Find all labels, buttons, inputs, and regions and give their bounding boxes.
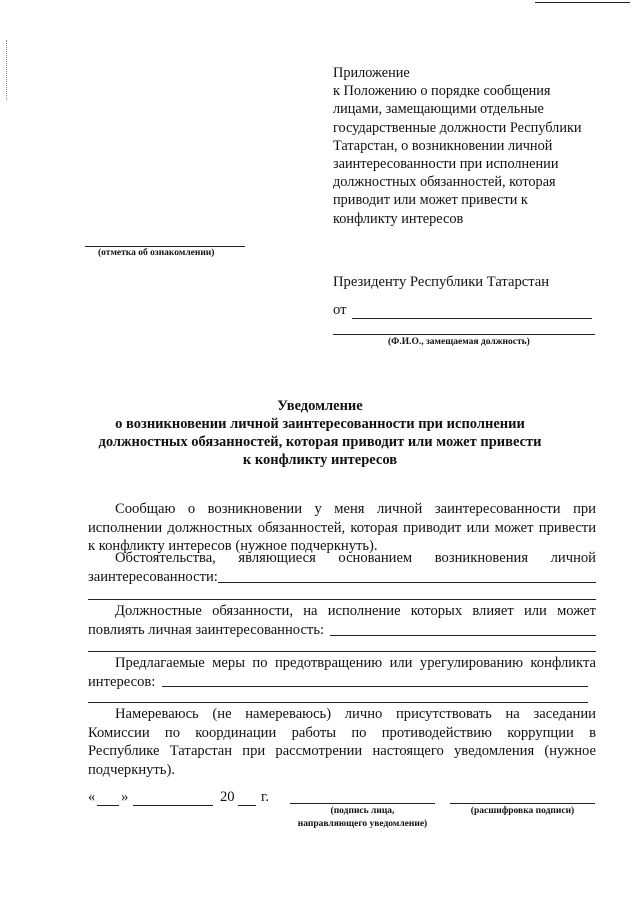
title-line: о возникновении личной заинтересованности при исполнении [115,416,525,432]
from-label: от [333,302,347,318]
title-line: Уведомление [277,398,363,414]
annex-line: должностных обязанностей, которая [333,174,556,191]
date-close-quote: » [121,789,129,805]
title-line: к конфликту интересов [242,452,398,468]
p3-line-1: Должностные обязанности, на исполнение которых влияет или может [115,603,596,619]
annex-line: Приложение [333,65,410,81]
fio-line [333,334,595,335]
paragraph-3 [88,602,596,639]
paragraph-1 [88,500,596,556]
year-suffix: г. [261,789,269,805]
annex-line: к Положению о порядке сообщения [333,83,551,100]
date-day-line[interactable] [97,805,119,806]
signature-caption [290,805,435,831]
year-line[interactable] [238,805,256,806]
annex-block [333,64,608,228]
acknowledgement-caption: (отметка об ознакомлении) [98,248,215,258]
paragraph-2 [88,549,596,586]
annex-line: заинтересованности при исполнении [333,156,559,173]
p3-fill-line-2[interactable] [88,651,596,652]
p2-fill-line[interactable] [218,582,596,583]
signature-caption-line-2: направляющего уведомление) [297,819,428,829]
p2-fill-line-2[interactable] [88,599,596,600]
signature-line[interactable] [290,803,435,804]
annex-line: лицами, замещающими отдельные [333,101,544,118]
p2-label: заинтересованности: [88,568,218,585]
p5-line-4: подчеркнуть). [88,761,175,778]
fio-caption: (Ф.И.О., замещаемая должность) [388,337,530,347]
p3-label: повлиять личная заинтересованность: [88,621,325,638]
decoding-caption: (расшифровка подписи) [470,806,575,816]
addressee: Президенту Республики Татарстан [333,274,550,290]
from-line [352,318,592,319]
p5-line-3: Республике Татарстан при рассмотрении настоящего уведомления (нужное [88,743,596,760]
p4-fill-line[interactable] [162,686,588,687]
annex-line: государственные должности Республики [333,119,582,136]
p4-line-1: Предлагаемые меры по предотвращению или урегулированию конфликта [115,655,596,671]
p3-fill-line[interactable] [330,635,596,636]
date-open-quote: « [88,789,96,805]
annex-line: конфликту интересов [333,210,464,227]
paragraph-5 [88,705,596,779]
p4-fill-line-2[interactable] [88,702,588,703]
p1-line-1: Сообщаю о возникновении у меня личной заинтересованности при [115,501,596,517]
p2-line-1: Обстоятельства, являющиеся основанием возникновения личной [115,550,596,566]
decoding-line[interactable] [450,803,595,804]
signature-caption-line-1: (подпись лица, [330,806,395,816]
p4-label: интересов: [88,673,156,690]
title-line: должностных обязанностей, которая приводит или может привести [98,434,542,450]
year-prefix: 20 [220,789,235,805]
p5-line-1: Намереваюсь (не намереваюсь) лично присутствовать на заседании [115,706,596,722]
p1-line-3: к конфликту интересов (нужное подчеркнуть). [88,538,378,555]
margin-marks [6,40,9,100]
date-month-line[interactable] [133,805,213,806]
p1-line-2: исполнении должностных обязанностей, которая приводит или может привести [88,519,596,536]
document-title [0,397,640,469]
acknowledgement-line [85,246,245,247]
p5-line-2: Комиссии по координации работы по противодействию коррупции в [88,724,596,741]
annex-line: Татарстан, о возникновении личной [333,137,553,154]
annex-line: приводит или может привести к [333,192,528,209]
top-edge-rule [535,2,630,3]
